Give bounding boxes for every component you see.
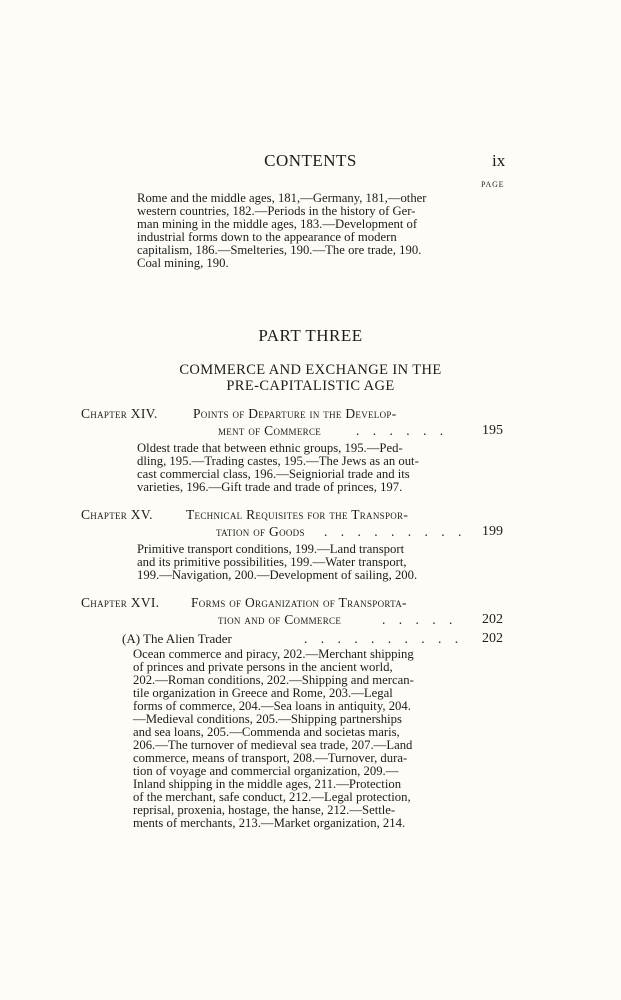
page-header-title: CONTENTS: [264, 151, 357, 170]
text-line: tion of voyage and commercial organization, 209.—: [133, 764, 399, 778]
text-line: reprisal, proxenia, hostage, the hanse, 212.—Settle-: [133, 803, 396, 817]
chapter-summary: [137, 543, 478, 582]
text-line: —Medieval conditions, 205.—Shipping partnerships: [133, 712, 402, 726]
chapter-label: Chapter XVI.: [81, 595, 160, 610]
text-line: forms of commerce, 204.—Sea loans in antiquity, 204.: [133, 699, 411, 713]
part-subtitle-line-2: PRE-CAPITALISTIC AGE: [226, 378, 395, 394]
leader-dots: . . . . . . . . .: [324, 524, 467, 539]
text-line: varieties, 196.—Gift trade and trade of princes, 197.: [137, 480, 403, 494]
text-line: of princes and private persons in the ancient world,: [133, 660, 393, 674]
chapter-label: Chapter XIV.: [81, 406, 158, 421]
section-summary: [133, 648, 475, 830]
leader-dots: . . . . .: [382, 612, 458, 627]
text-line: capitalism, 186.—Smelteries, 190.—The ore trade, 190.: [137, 243, 422, 257]
leader-dots: . . . . . . . . . .: [304, 631, 464, 646]
text-line: ments of merchants, 213.—Market organization, 214.: [133, 816, 406, 830]
text-line: of the merchant, safe conduct, 212.—Legal protection,: [133, 790, 411, 804]
page-column-label: PAGE: [481, 180, 505, 189]
text-line: man mining in the middle ages, 183.—Development of: [137, 217, 418, 231]
text-line: dling, 195.—Trading castes, 195.—The Jews as an out-: [137, 454, 419, 468]
chapter-label: Chapter XV.: [81, 507, 153, 522]
text-line: Primitive transport conditions, 199.—Land transport: [137, 542, 405, 556]
text-line: and sea loans, 205.—Commenda and societas maris,: [133, 725, 400, 739]
part-subtitle-line-1: COMMERCE AND EXCHANGE IN THE: [179, 362, 442, 378]
text-line: tile organization in Greece and Rome, 203.—Legal: [133, 686, 393, 700]
text-line: Coal mining, 190.: [137, 256, 229, 270]
text-line: Inland shipping in the middle ages, 211.—Protection: [133, 777, 402, 791]
text-line: 202.—Roman conditions, 202.—Shipping and mercan-: [133, 673, 414, 687]
chapter-title-line-2: tation of Goods: [216, 524, 305, 539]
text-line: Ocean commerce and piracy, 202.—Merchant shipping: [133, 647, 414, 661]
chapter-title-line-1: Points of Departure in the Develop-: [193, 406, 397, 421]
section-title: (A) The Alien Trader: [122, 631, 232, 646]
page-number: ix: [492, 151, 506, 170]
chapter-page-number: 202: [482, 612, 503, 627]
chapter-page-number: 195: [482, 423, 503, 438]
leader-dots: . . . . . .: [356, 423, 449, 438]
section-page-number: 202: [482, 631, 503, 646]
text-line: and its primitive possibilities, 199.—Water transport,: [137, 555, 407, 569]
chapter-summary: [137, 442, 478, 494]
text-line: western countries, 182.—Periods in the history of Ger-: [137, 204, 416, 218]
text-line: Rome and the middle ages, 181,—Germany, 181,—other: [137, 191, 427, 205]
text-line: 206.—The turnover of medieval sea trade, 207.—Land: [133, 738, 413, 752]
chapter-title-line-2: tion and of Commerce: [218, 612, 342, 627]
text-line: industrial forms down to the appearance of modern: [137, 230, 397, 244]
intro-paragraph: [137, 192, 478, 270]
part-title: PART THREE: [258, 326, 363, 345]
text-line: commerce, means of transport, 208.—Turnover, dura-: [133, 751, 408, 765]
text-line: Oldest trade that between ethnic groups, 195.—Ped-: [137, 441, 403, 455]
chapter-page-number: 199: [482, 524, 503, 539]
text-line: 199.—Navigation, 200.—Development of sailing, 200.: [137, 568, 418, 582]
chapter-title-line-1: Technical Requisites for the Transpor-: [186, 507, 409, 522]
chapter-title-line-1: Forms of Organization of Transporta-: [191, 595, 407, 610]
chapter-title-line-2: ment of Commerce: [218, 423, 322, 438]
text-line: cast commercial class, 196.—Seigniorial trade and its: [137, 467, 410, 481]
